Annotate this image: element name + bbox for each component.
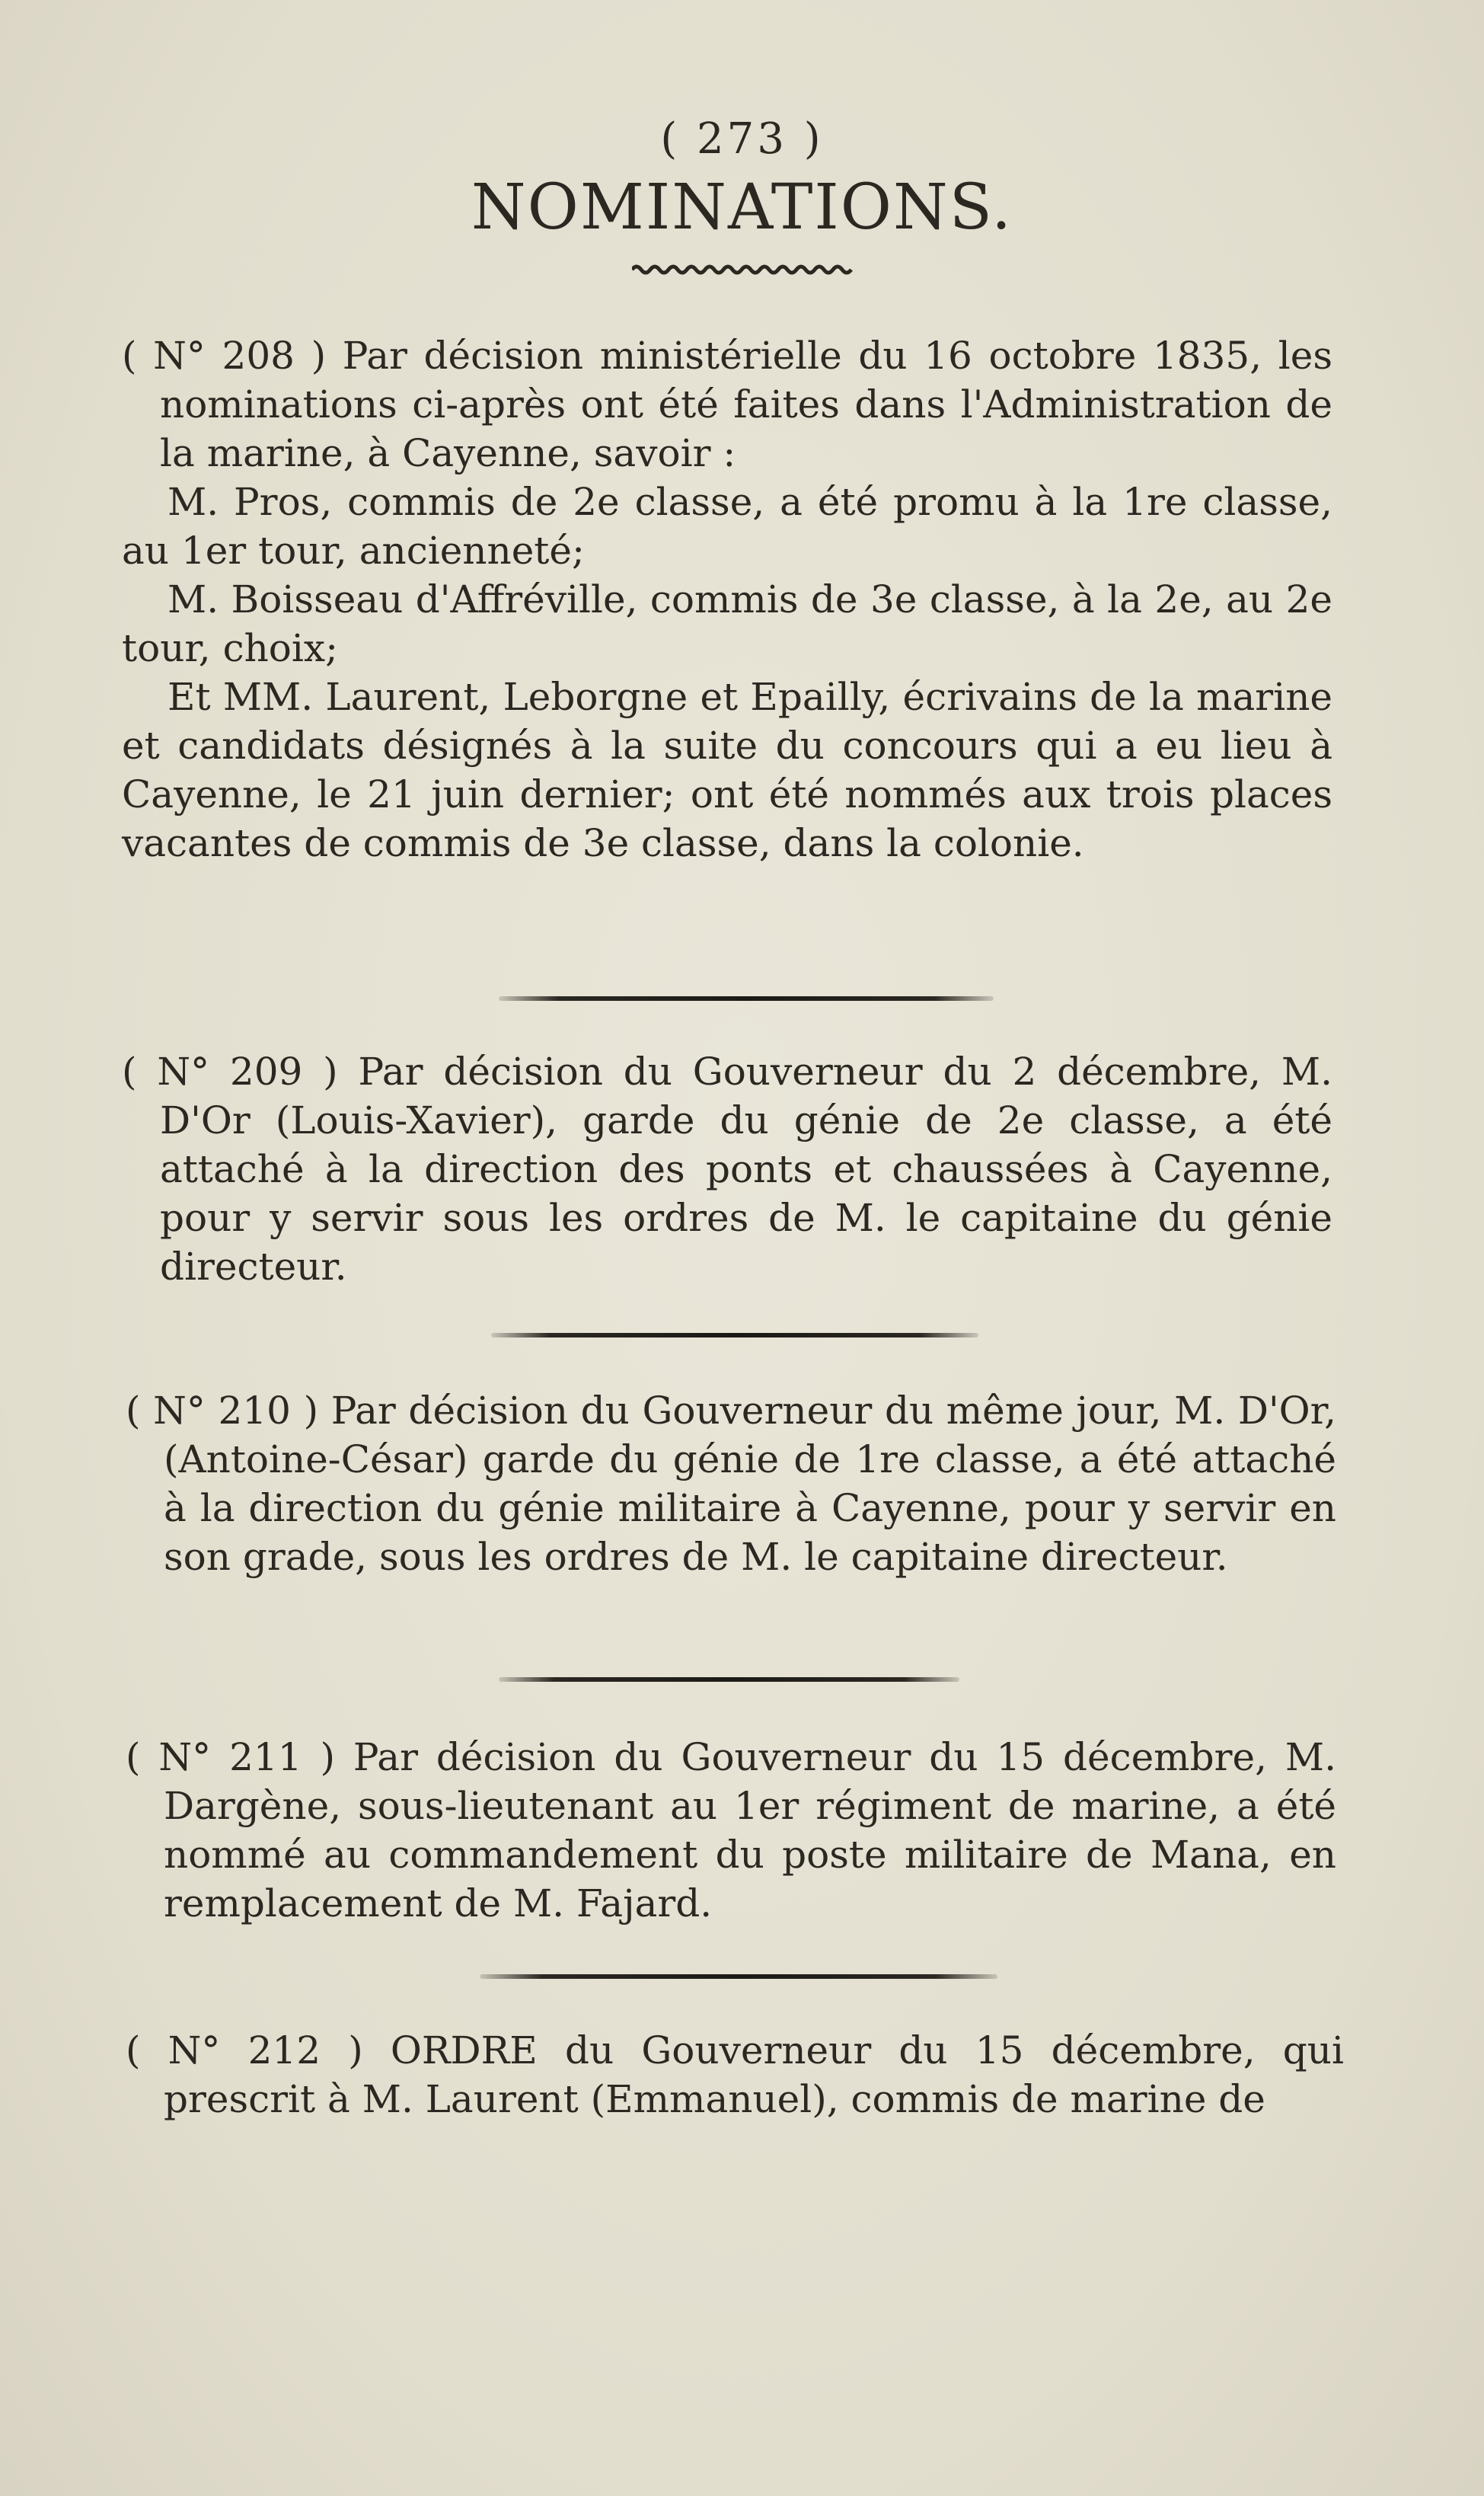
- entry-208: [122, 331, 1332, 868]
- entry-211: [126, 1733, 1336, 1928]
- entry-number: ( N° 211 ): [126, 1735, 335, 1779]
- entry-number: ( N° 208 ): [122, 334, 327, 378]
- entry-208-item-2: M. Boisseau d'Affréville, commis de 3e classe, à la 2e, au 2e tour, choix;: [122, 577, 1332, 670]
- entry-text: Par décision du Gouverneur du 15 décembre, M. Dargène, sous-lieutenant au 1er régiment de marine, a été nommé au commandement du poste militaire de Mana, en remplacement de M. Fajard.: [164, 1735, 1336, 1926]
- entry-212: [126, 2026, 1344, 2124]
- page-title: NOMINATIONS.: [471, 171, 1013, 244]
- entry-text: Par décision ministérielle du 16 octobre 1835, les nominations ci-après ont été faites dans l'Administration de la marine, à Cayenne, savoir :: [160, 334, 1332, 475]
- section-divider: [499, 1677, 959, 1682]
- entry-number: ( N° 209 ): [122, 1050, 338, 1094]
- title-ornament: [632, 263, 853, 276]
- entry-number: ( N° 210 ): [126, 1389, 319, 1433]
- entry-text: Par décision du Gouverneur du même jour, M. D'Or, (Antoine-César) garde du génie de 1re classe, a été attaché à la direction du génie militaire à Cayenne, pour y servir en son grade, sous les ordres de M. le capitaine directeur.: [164, 1389, 1336, 1579]
- entry-text: ORDRE du Gouverneur du 15 décembre, qui prescrit à M. Laurent (Emmanuel), commis de marine de: [164, 2028, 1344, 2121]
- section-divider: [491, 1333, 978, 1337]
- entry-208-item-1: M. Pros, commis de 2e classe, a été promu à la 1re classe, au 1er tour, ancienneté;: [122, 480, 1332, 573]
- entry-210: [126, 1386, 1336, 1581]
- section-divider: [480, 1974, 997, 1979]
- entry-208-intro: [122, 331, 1332, 478]
- section-divider: [499, 996, 994, 1001]
- entry-208-item-3: Et MM. Laurent, Leborgne et Epailly, écrivains de la marine et candidats désignés à la suite du concours qui a eu lieu à Cayenne, le 21 juin dernier; ont été nommés aux trois places vacantes de commis de 3e classe, dans la colonie.: [122, 675, 1332, 865]
- entry-209: [122, 1047, 1332, 1291]
- entry-number: ( N° 212 ): [126, 2028, 363, 2073]
- page-number: ( 273 ): [660, 114, 824, 164]
- entry-text: Par décision du Gouverneur du 2 décembre, M. D'Or (Louis-Xavier), garde du génie de 2e classe, a été attaché à la direction des ponts et chaussées à Cayenne, pour y servir sous les ordres de M. le capitaine du génie directeur.: [160, 1050, 1332, 1289]
